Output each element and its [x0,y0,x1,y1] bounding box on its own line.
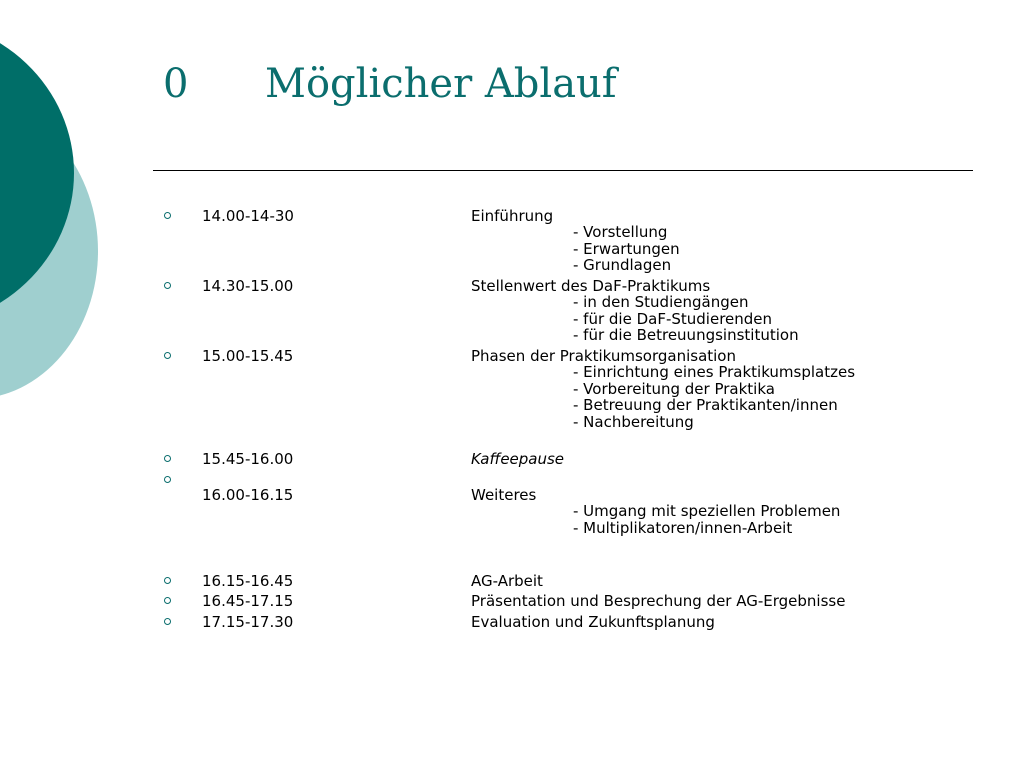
agenda-sub-item: - Betreuung der Praktikanten/innen [573,396,838,415]
agenda-topic: Weiteres [471,486,537,504]
agenda-sub-items [573,364,855,430]
bullet-circle-icon [164,577,171,584]
bullet-circle-icon [164,212,171,219]
agenda-sub-items [573,224,680,273]
agenda-time: 14.30-15.00 [202,277,294,295]
agenda-time: 16.15-16.45 [202,572,294,590]
agenda-sub-items [573,503,840,536]
agenda-topic: Einführung [471,207,554,225]
agenda-sub-item: - Vorstellung [573,223,668,242]
agenda-time: 14.00-14-30 [202,207,294,225]
agenda-time: 17.15-17.30 [202,613,294,631]
agenda-sub-item: - für die Betreuungsinstitution [573,326,799,345]
bullet-circle-icon [164,618,171,625]
bullet-circle-icon [164,282,171,289]
agenda-sub-items [573,294,799,343]
agenda-sub-item: - Multiplikatoren/innen-Arbeit [573,518,793,537]
bullet-circle-icon [164,597,171,604]
agenda-topic: Präsentation und Besprechung der AG-Ergebnisse [471,592,846,610]
agenda-topic: Evaluation und Zukunftsplanung [471,613,715,631]
slide-title-number: 0 [163,61,189,107]
bullet-circle-icon [164,455,171,462]
agenda-time: 16.00-16.15 [202,486,294,504]
agenda-sub-item: - Umgang mit speziellen Problemen [573,502,841,521]
agenda-topic: AG-Arbeit [471,572,543,590]
agenda-time: 15.00-15.45 [202,347,294,365]
bullet-circle-icon [164,352,171,359]
bullet-circle-icon [164,476,171,483]
agenda-sub-item: - Nachbereitung [573,412,694,431]
agenda-time: 16.45-17.15 [202,592,294,610]
agenda-sub-item: - Grundlagen [573,256,672,275]
agenda-topic: Stellenwert des DaF-Praktikums [471,277,711,295]
agenda-topic: Kaffeepause [471,450,565,468]
agenda-sub-item: - Einrichtung eines Praktikumsplatzes [573,363,856,382]
slide-title-text: Möglicher Ablauf [265,61,617,107]
agenda-sub-item: - in den Studiengängen [573,293,749,312]
agenda-sub-item: - Vorbereitung der Praktika [573,379,775,398]
agenda-sub-item: - Erwartungen [573,239,680,258]
agenda-sub-item: - für die DaF-Studierenden [573,309,773,328]
agenda-topic: Phasen der Praktikumsorganisation [471,347,736,365]
agenda-time: 15.45-16.00 [202,450,294,468]
